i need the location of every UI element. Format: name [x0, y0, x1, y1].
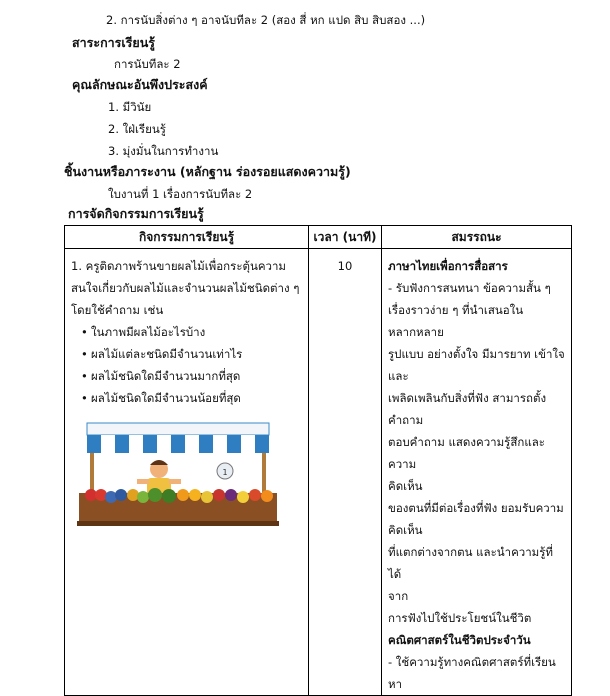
competency-line: คิดเห็น: [388, 523, 423, 537]
awning-stripes: [87, 435, 269, 453]
concept-heading: สาระการเรียนรู้: [72, 35, 155, 50]
awning-top: [87, 423, 269, 435]
header-activities: กิจกรรมการเรียนรู้: [65, 226, 309, 249]
header-competency: สมรรถนะ: [382, 226, 572, 249]
workpiece-heading: ชิ้นงานหรือภาระงาน (หลักฐาน ร่องรอยแสดงความรู้): [64, 164, 351, 179]
competency-line: รูปแบบ อย่างตั้งใจ มีมารยาท เข้าใจ: [388, 347, 565, 361]
list-item: • ผลไม้แต่ละชนิดมีจำนวนเท่าไร: [81, 347, 243, 361]
scale-dial-label: 1: [222, 468, 228, 477]
fruit-stall-illustration: [77, 415, 279, 537]
activity-line: 1. ครูติดภาพร้านขายผลไม้เพื่อกระตุ้นความ: [71, 259, 287, 273]
attributes-heading: คุณลักษณะอันพึงประสงค์: [72, 77, 208, 92]
competency-line: คิดเห็น: [388, 479, 423, 493]
header-time: เวลา (นาที): [309, 226, 382, 249]
competency-line: ของตนที่มีต่อเรื่องที่ฟัง ยอมรับความ: [388, 501, 564, 515]
competency-line: - ใช้ความรู้ทางคณิตศาสตร์ที่เรียนหา: [388, 655, 556, 691]
competency-line: ตอบคำถาม แสดงความรู้สึกและความ: [388, 435, 545, 471]
competency-heading-thai: ภาษาไทยเพื่อการสื่อสาร: [388, 259, 508, 273]
competency-line: ที่แตกต่างจากตน และนำความรู้ที่ได้: [388, 545, 554, 581]
competency-line: และ: [388, 369, 409, 383]
workpiece-text: ใบงานที่ 1 เรื่องการนับทีละ 2: [108, 187, 253, 201]
list-item: • ผลไม้ชนิดใดมีจำนวนมากที่สุด: [81, 369, 241, 383]
competency-line: เรื่องราวง่าย ๆ ที่นำเสนอใน: [388, 303, 524, 317]
competency-line: คำถาม: [388, 413, 424, 427]
stall-base: [77, 521, 279, 526]
time-cell: [309, 249, 382, 696]
learning-content-item-2: 2. การนับสิ่งต่าง ๆ อาจนับทีละ 2 (สอง สี่ หก แปด สิบ สิบสอง ...): [106, 13, 426, 27]
activity-line: สนใจเกี่ยวกับผลไม้และจำนวนผลไม้ชนิดต่าง ๆ: [71, 281, 300, 295]
activities-table: [64, 225, 572, 696]
attribute-item-2: 2. ใฝ่เรียนรู้: [108, 122, 166, 136]
competency-line: เพลิดเพลินกับสิ่งที่ฟัง สามารถตั้ง: [388, 391, 547, 405]
list-item: • ผลไม้ชนิดใดมีจำนวนน้อยที่สุด: [81, 391, 241, 405]
competency-line: การฟังไปใช้ประโยชน์ในชีวิต: [388, 611, 532, 625]
list-item: • ในภาพมีผลไม้อะไรบ้าง: [81, 325, 206, 339]
competency-line: หลากหลาย: [388, 325, 444, 339]
competency-heading-math: คณิตศาสตร์ในชีวิตประจำวัน: [388, 633, 531, 647]
competency-line: - รับฟังการสนทนา ข้อความสั้น ๆ: [388, 281, 551, 295]
concept-text: การนับทีละ 2: [114, 57, 181, 71]
activity-line: โดยใช้คำถาม เช่น: [71, 303, 164, 317]
attribute-item-3: 3. มุ่งมั่นในการทำงาน: [108, 144, 219, 158]
competency-cell: [382, 249, 572, 696]
activity-time: 10: [337, 259, 353, 273]
attribute-item-1: 1. มีวินัย: [108, 100, 152, 114]
competency-line: จาก: [388, 589, 409, 603]
activities-heading: การจัดกิจกรรมการเรียนรู้: [68, 206, 204, 221]
activity-cell: [65, 249, 309, 696]
